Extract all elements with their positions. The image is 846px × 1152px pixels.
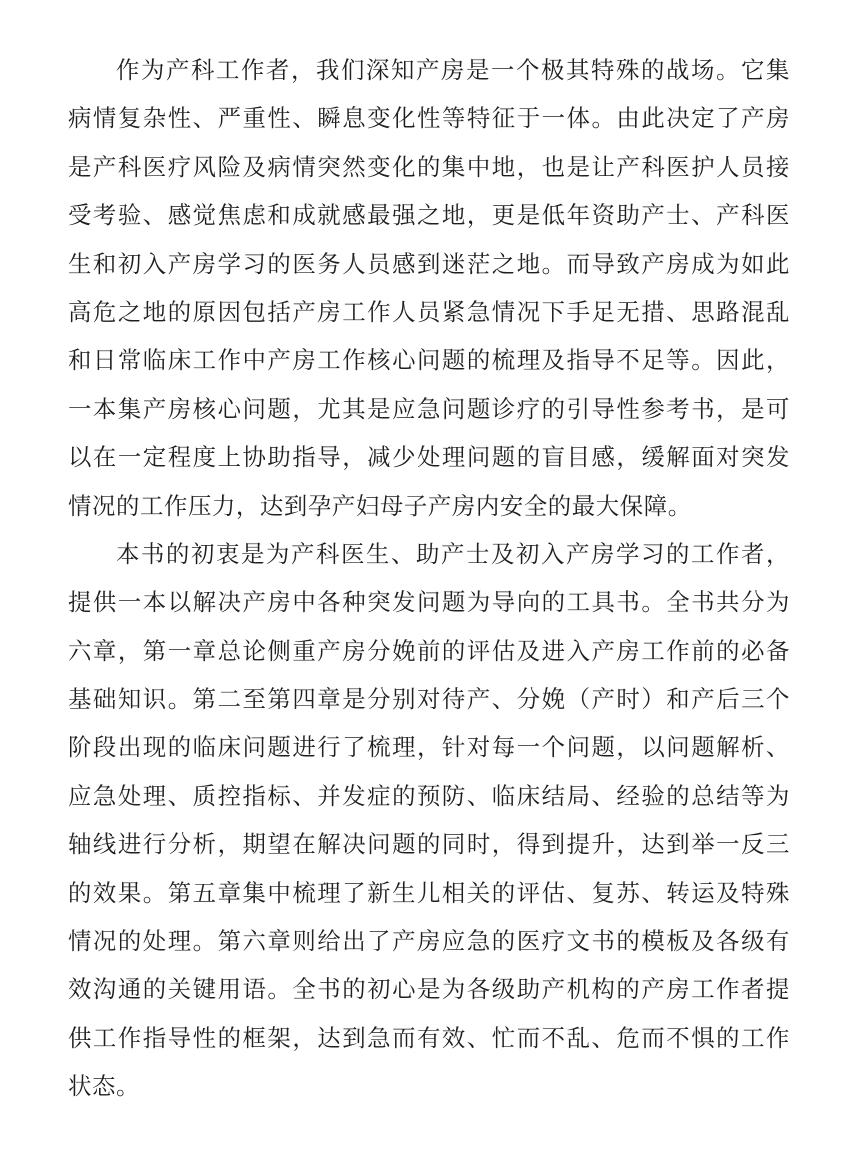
paragraph-line: 和日常临床工作中产房工作核心问题的梳理及指导不足等。因此， [68,346,790,375]
document-page [68,46,790,1111]
paragraph-line: 生和初入产房学习的医务人员感到迷茫之地。而导致产房成为如此 [68,249,790,278]
paragraph-line: 情况的处理。第六章则给出了产房应急的医疗文书的模板及各级有 [68,927,790,956]
paragraph-line: 六章，第一章总论侧重产房分娩前的评估及进入产房工作前的必备 [68,636,790,665]
paragraph-line: 是产科医疗风险及病情突然变化的集中地，也是让产科医护人员接 [68,152,790,181]
paragraph-line: 高危之地的原因包括产房工作人员紧急情况下手足无措、思路混乱 [68,297,790,326]
paragraph-line: 一本集产房核心问题，尤其是应急问题诊疗的引导性参考书，是可 [68,394,790,423]
paragraph-1 [68,46,790,530]
paragraph-line: 轴线进行分析，期望在解决问题的同时，得到提升，达到举一反三 [68,830,790,859]
paragraph-2 [68,530,790,1111]
paragraph-line: 供工作指导性的框架，达到急而有效、忙而不乱、危而不惧的工作 [68,1023,790,1052]
paragraph-line: 阶段出现的临床问题进行了梳理，针对每一个问题，以问题解析、 [68,733,790,762]
paragraph-line: 基础知识。第二至第四章是分别对待产、分娩（产时）和产后三个 [68,685,790,714]
paragraph-line: 作为产科工作者，我们深知产房是一个极其特殊的战场。它集 [116,56,790,84]
paragraph-line: 提供一本以解决产房中各种突发问题为导向的工具书。全书共分为 [68,588,790,617]
paragraph-line: 受考验、感觉焦虑和成就感最强之地，更是低年资助产士、产科医 [68,201,790,230]
paragraph-line: 以在一定程度上协助指导，减少处理问题的盲目感，缓解面对突发 [68,443,790,472]
paragraph-line: 本书的初衷是为产科医生、助产士及初入产房学习的工作者， [116,539,790,568]
paragraph-line: 应急处理、质控指标、并发症的预防、临床结局、经验的总结等为 [68,781,790,810]
paragraph-line: 情况的工作压力，达到孕产妇母子产房内安全的最大保障。 [68,491,692,520]
paragraph-line: 状态。 [68,1072,140,1101]
paragraph-line: 的效果。第五章集中梳理了新生儿相关的评估、复苏、转运及特殊 [68,878,790,907]
paragraph-line: 效沟通的关键用语。全书的初心是为各级助产机构的产房工作者提 [68,975,790,1004]
paragraph-line: 病情复杂性、严重性、瞬息变化性等特征于一体。由此决定了产房 [68,104,790,133]
